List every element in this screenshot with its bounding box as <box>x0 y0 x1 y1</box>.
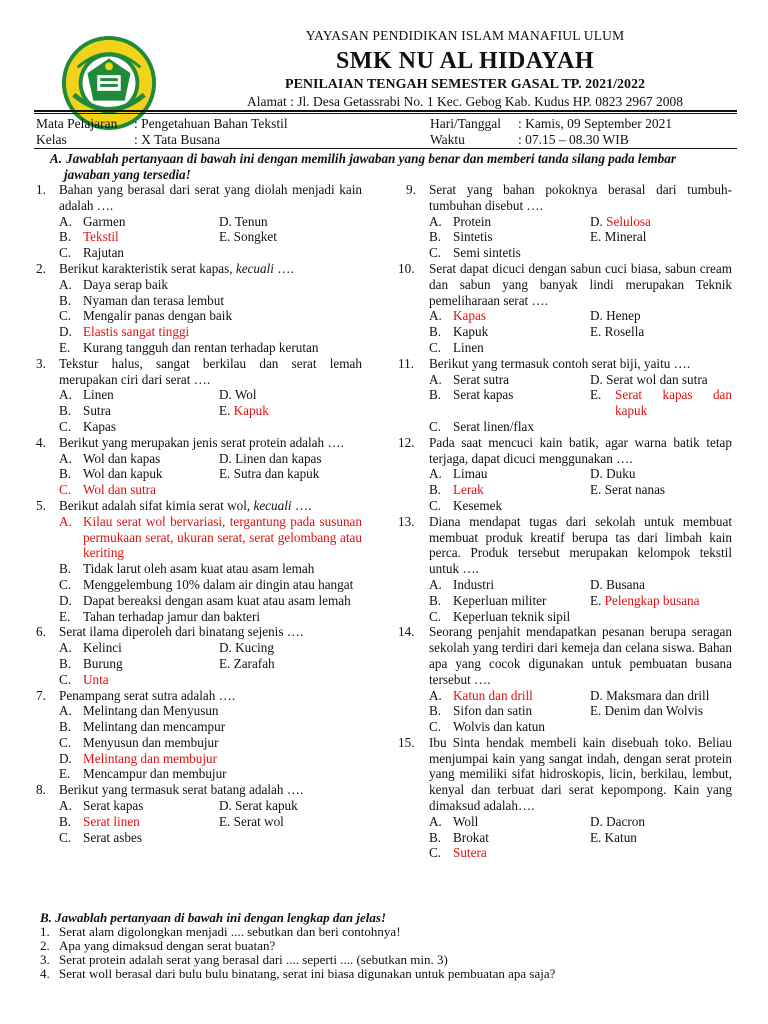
options-2 <box>36 277 362 356</box>
essay-number: 1. <box>40 924 50 939</box>
option-key: E. <box>59 608 71 624</box>
option-a-answer[interactable]: Kapas <box>453 308 486 324</box>
question-number: 10. <box>398 260 415 276</box>
option-e[interactable]: E. Denim dan Wolvis <box>590 703 703 719</box>
option-c-answer[interactable]: Unta <box>83 671 109 687</box>
option-text: Dapat bereaksi dengan asam kuat atau asam lemah <box>83 592 351 608</box>
options-3 <box>36 387 362 434</box>
option-key: B. <box>59 719 72 735</box>
option-key: C. <box>59 308 72 324</box>
option-key: B. <box>429 703 442 719</box>
question-text: Berikut karakteristik serat kapas, <box>59 260 236 276</box>
option-e[interactable]: E. Zarafah <box>219 655 275 671</box>
option-c[interactable]: Wolvis dan katun <box>453 719 545 735</box>
essay-question-2 <box>36 939 736 953</box>
essay-number: 4. <box>40 966 50 981</box>
option-e-answer[interactable] <box>453 387 732 419</box>
option-a[interactable]: Wol dan kapas <box>83 450 161 466</box>
option-c[interactable]: Rajutan <box>83 245 125 261</box>
option-key: A. <box>429 213 442 229</box>
question-text: Penampang serat sutra adalah …. <box>59 687 236 703</box>
question-text: Diana mendapat tugas dari sekolah untuk membuat membuat produk kreatif berupa tas dari limbah kain perca. Produk tersebut merupakan kelompok tekstil untuk …. <box>429 513 732 577</box>
option-d-answer[interactable]: Selulosa <box>606 213 651 229</box>
class-value: : X Tata Busana <box>134 132 221 147</box>
option-key: A. <box>59 513 72 529</box>
option-c[interactable] <box>36 577 362 593</box>
option-key: B. <box>429 229 442 245</box>
essay-question-3 <box>36 953 736 967</box>
option-key: A. <box>59 703 72 719</box>
option-a[interactable]: Melintang dan Menyusun <box>83 703 219 719</box>
options-6 <box>36 640 362 687</box>
date-value: : Kamis, 09 September 2021 <box>518 116 673 131</box>
option-text: Kilau serat wol bervariasi, tergantung pada susunan permukaan serat, ukuran serat, serat gelombang atau keriting <box>83 513 362 561</box>
option-key: E. <box>59 339 71 355</box>
option-d[interactable]: D. Kucing <box>219 640 274 656</box>
option-key: A. <box>429 687 442 703</box>
option-key: C. <box>429 339 442 355</box>
question-4 <box>36 435 362 451</box>
question-number: 4. <box>36 434 46 450</box>
option-b[interactable] <box>36 561 362 577</box>
option-key: C. <box>429 245 442 261</box>
option-a[interactable]: Daya serap baik <box>83 276 168 292</box>
class-label: Kelas <box>36 132 67 147</box>
option-key: B. <box>59 813 72 829</box>
option-key: A. <box>429 308 442 324</box>
option-c[interactable]: Serat linen/flax <box>453 418 534 434</box>
option-d[interactable] <box>36 593 362 609</box>
question-number: 14. <box>398 624 415 640</box>
option-c[interactable]: Semi sintetis <box>453 245 521 261</box>
exam-title: PENILAIAN TENGAH SEMESTER GASAL TP. 2021/2022 <box>285 77 645 92</box>
option-key: B. <box>59 561 72 577</box>
question-text: Seorang penjahit mendapatkan pesanan berupa seragan sekolah yang terdiri dari kemeja dan celana siswa. Bahan apa yang cocok digunakan untuk pembuatan busana tersebut …. <box>429 624 732 687</box>
option-key: D. <box>59 324 72 340</box>
option-e[interactable]: E. Katun <box>590 829 637 845</box>
questions-left-column <box>36 182 362 845</box>
option-b[interactable]: Brokat <box>453 829 489 845</box>
options-10 <box>406 308 732 355</box>
question-14 <box>398 624 732 687</box>
question-text: Berikut yang merupakan jenis serat protein adalah …. <box>59 434 344 450</box>
options-4 <box>36 451 362 498</box>
question-number: 8. <box>36 782 46 798</box>
option-e[interactable] <box>590 593 700 609</box>
option-b[interactable]: Nyaman dan terasa lembut <box>83 292 224 308</box>
section-a-instructions <box>36 151 736 183</box>
question-2 <box>36 261 362 277</box>
option-c[interactable]: Linen <box>453 339 484 355</box>
question-number: 7. <box>36 687 46 703</box>
foundation-name: YAYASAN PENDIDIKAN ISLAM MANAFIUL ULUM <box>305 28 625 43</box>
question-text: Pada saat mencuci kain batik, agar warna batik tetap terjaga, dapat dicuci menggunakan …. <box>429 434 732 466</box>
question-text: Serat yang bahan pokoknya berasal dari tumbuh-tumbuhan disebut …. <box>429 182 732 213</box>
option-b[interactable]: Kapuk <box>453 324 489 340</box>
option-b[interactable]: Sintetis <box>453 229 493 245</box>
option-c[interactable]: Serat asbes <box>83 829 142 845</box>
question-number: 1. <box>36 182 46 197</box>
option-key: C. <box>429 608 442 624</box>
question-text: Berikut yang termasuk contoh serat biji, yaitu …. <box>429 355 691 371</box>
option-key: B. <box>429 592 442 608</box>
subject-value: : Pengetahuan Bahan Tekstil <box>134 116 288 131</box>
option-b[interactable]: Sutra <box>83 403 111 419</box>
options-14 <box>406 688 732 735</box>
subject-label: Mata Pelajaran <box>36 116 118 131</box>
option-b[interactable]: Wol dan kapuk <box>83 466 163 482</box>
time-label: Waktu <box>430 132 465 147</box>
options-7 <box>36 703 362 782</box>
option-key: B. <box>429 482 442 498</box>
question-5 <box>36 498 362 514</box>
option-b[interactable]: Serat kapas <box>453 387 514 403</box>
question-text-end: …. <box>273 260 294 276</box>
option-key: C. <box>59 482 72 498</box>
option-c-answer[interactable]: Sutera <box>453 845 487 861</box>
option-key: B. <box>59 403 72 419</box>
question-text-emphasis: kecuali <box>235 260 274 276</box>
option-key: D. <box>59 592 72 608</box>
school-name: SMK NU AL HIDAYAH <box>335 48 595 74</box>
option-key: C. <box>429 497 442 513</box>
option-e[interactable]: E. Sutra dan kapuk <box>219 466 320 482</box>
option-b[interactable]: Keperluan militer <box>453 592 547 608</box>
options-9 <box>406 214 732 261</box>
info-rule <box>34 148 737 149</box>
option-a[interactable]: Serat sutra <box>453 371 510 387</box>
option-key: D. <box>59 750 72 766</box>
option-key: A. <box>59 640 72 656</box>
option-key: A. <box>429 813 442 829</box>
time-info <box>430 132 629 148</box>
options-11 <box>406 372 732 435</box>
option-b-answer[interactable]: Serat linen <box>83 813 140 829</box>
option-b-answer[interactable]: Tekstil <box>83 229 119 245</box>
option-text: Tidak larut oleh asam kuat atau asam lemah <box>83 561 315 577</box>
option-a-answer[interactable] <box>36 514 362 561</box>
option-text: Tahan terhadap jamur dan bakteri <box>83 608 261 624</box>
option-e[interactable]: E. Rosella <box>590 324 645 340</box>
option-d[interactable]: D. Linen dan kapas <box>219 450 322 466</box>
option-c[interactable]: Mengalir panas dengan baik <box>83 308 233 324</box>
option-key: C. <box>59 245 72 261</box>
option-d-answer[interactable]: Melintang dan membujur <box>83 750 218 766</box>
option-key: A. <box>59 798 72 814</box>
option-c[interactable]: Kesemek <box>453 497 503 513</box>
question-text: Ibu Sinta hendak membeli kain disebuah toko. Beliau menjumpai kain yang sangat indah, dengan serat protein yang memiliki sifat hidroskopis, licin, berkilau, lembut, kenyal dan terbuat dari serat kepompong. Kain yang dimaksud adalah…. <box>429 734 732 814</box>
option-c[interactable]: Keperluan teknik sipil <box>453 608 571 624</box>
option-a[interactable]: Limau <box>453 466 488 482</box>
option-key: B. <box>59 229 72 245</box>
option-e[interactable]: E. Songket <box>219 229 277 245</box>
header-rule-thin <box>34 113 737 114</box>
question-1 <box>36 182 362 214</box>
option-e-answer[interactable]: Pelengkap busana <box>604 592 700 608</box>
option-b[interactable]: Melintang dan mencampur <box>83 719 226 735</box>
question-text: Serat dapat dicuci dengan sabun cuci biasa, sabun cream dan sabun yang banyak lindi merupakan Teknik pemeliharaan serat …. <box>429 260 732 308</box>
section-b-title: B. Jawablah pertanyaan di bawah ini dengan lengkap dan jelas! <box>40 910 387 925</box>
section-a-line1: Jawablah pertanyaan di bawah ini dengan memilih jawaban yang benar dan memberi tanda silang pada lembar <box>66 151 677 166</box>
option-key: A. <box>429 371 442 387</box>
option-key: B. <box>429 829 442 845</box>
essay-number: 3. <box>40 952 50 967</box>
option-key: B. <box>429 324 442 340</box>
option-key: B. <box>59 292 72 308</box>
essay-number: 2. <box>40 938 50 953</box>
essay-text: Serat woll berasal dari bulu bulu binatang, serat ini biasa digunakan untuk pembuatan apa saja? <box>59 966 556 981</box>
section-a-letter: A. <box>49 151 62 166</box>
question-12 <box>398 434 732 467</box>
header-rule-thick <box>34 110 737 112</box>
question-6 <box>36 624 362 640</box>
option-key: C. <box>429 418 442 434</box>
question-number: 2. <box>36 260 46 276</box>
question-8 <box>36 782 362 798</box>
question-number: 6. <box>36 624 46 640</box>
option-d[interactable]: D. Tenun <box>219 213 268 229</box>
option-e[interactable]: Kurang tangguh dan rentan terhadap kerutan <box>83 339 319 355</box>
question-text-emphasis: kecuali <box>253 497 292 513</box>
question-number: 15. <box>398 734 415 750</box>
question-7 <box>36 688 362 704</box>
option-b[interactable]: Sifon dan satin <box>453 703 533 719</box>
essay-question-1 <box>36 925 736 939</box>
essay-text: Serat protein adalah serat yang berasal dari .... seperti .... (sebutkan min. 3) <box>59 952 448 967</box>
option-key: B. <box>59 466 72 482</box>
option-a[interactable]: Kelinci <box>83 640 122 656</box>
option-d[interactable]: D. Dacron <box>590 813 645 829</box>
option-b-answer[interactable]: Lerak <box>453 482 484 498</box>
question-9 <box>406 182 732 214</box>
option-key: B. <box>429 387 442 403</box>
option-key: C. <box>429 719 442 735</box>
option-a-answer[interactable]: Katun dan drill <box>453 687 533 703</box>
option-key: C. <box>59 734 72 750</box>
option-a[interactable]: Serat kapas <box>83 798 144 814</box>
letterhead <box>0 28 768 110</box>
time-value: : 07.15 – 08.30 WIB <box>518 132 629 147</box>
section-b <box>36 911 736 981</box>
option-e[interactable]: E. Serat wol <box>219 813 284 829</box>
options-12 <box>406 466 732 513</box>
subject-info <box>36 116 288 132</box>
option-d-answer[interactable]: Elastis sangat tinggi <box>83 324 190 340</box>
question-text: Berikut adalah sifat kimia serat wol, <box>59 497 254 513</box>
question-11 <box>398 355 732 372</box>
option-d[interactable]: D. Serat wol dan sutra <box>590 371 708 387</box>
option-key: C. <box>429 845 442 861</box>
options-1 <box>36 214 362 261</box>
question-number: 11. <box>398 355 414 371</box>
question-text: Berikut yang termasuk serat batang adalah …. <box>59 782 304 798</box>
question-number: 13. <box>398 513 415 529</box>
questions-right-column <box>398 182 732 861</box>
school-address: Alamat : Jl. Desa Getassrabi No. 1 Kec. Gebog Kab. Kudus HP. 0823 2967 2008 <box>246 94 684 109</box>
option-key: C. <box>59 418 72 434</box>
option-key: E. <box>219 403 231 419</box>
option-a[interactable]: Woll <box>453 813 479 829</box>
option-e[interactable]: E. Serat nanas <box>590 482 666 498</box>
options-8 <box>36 798 362 845</box>
option-key: A. <box>429 466 442 482</box>
question-number: 12. <box>398 434 415 450</box>
option-c[interactable]: Menyusun dan membujur <box>83 734 219 750</box>
option-key: A. <box>429 576 442 592</box>
class-info <box>36 132 220 148</box>
question-3 <box>36 356 362 388</box>
option-a[interactable]: Industri <box>453 576 495 592</box>
option-d[interactable] <box>590 214 651 230</box>
option-e[interactable]: Mencampur dan membujur <box>83 766 227 782</box>
option-d[interactable]: D. Maksmara dan drill <box>590 687 710 703</box>
option-key: C. <box>59 829 72 845</box>
option-a[interactable]: Garmen <box>83 213 126 229</box>
option-d[interactable]: D. Duku <box>590 466 636 482</box>
option-e[interactable] <box>36 609 362 625</box>
question-10 <box>398 260 732 308</box>
question-text-end: …. <box>291 497 312 513</box>
date-info <box>430 116 672 132</box>
section-a-line2: jawaban yang tersedia! <box>64 167 191 182</box>
option-text: Serat kapas dan kapuk <box>615 387 732 419</box>
option-key: E. <box>590 592 602 608</box>
option-text: Menggelembung 10% dalam air dingin atau hangat <box>83 576 354 592</box>
question-number: 5. <box>36 497 46 513</box>
essay-text: Serat alam digolongkan menjadi .... sebutkan dan beri contohnya! <box>59 924 401 939</box>
question-text: Serat ilama diperoleh dari binatang sejenis …. <box>59 624 304 640</box>
option-key: C. <box>59 671 72 687</box>
option-key: A. <box>59 387 72 403</box>
option-key: B. <box>59 655 72 671</box>
question-text: Bahan yang berasal dari serat yang diolah menjadi kain adalah …. <box>59 182 362 213</box>
option-a[interactable]: Protein <box>453 213 492 229</box>
option-d[interactable]: D. Henep <box>590 308 641 324</box>
option-e[interactable] <box>219 403 269 419</box>
option-key: E. <box>590 387 602 403</box>
options-5 <box>36 514 362 625</box>
question-15 <box>398 734 732 814</box>
option-c[interactable]: Kapas <box>83 418 116 434</box>
option-key: C. <box>59 576 72 592</box>
option-key: A. <box>59 450 72 466</box>
option-key: A. <box>59 213 72 229</box>
option-a[interactable]: Linen <box>83 387 114 403</box>
question-13 <box>398 513 732 577</box>
essay-text: Apa yang dimaksud dengan serat buatan? <box>59 938 276 953</box>
option-c-answer[interactable]: Wol dan sutra <box>83 482 156 498</box>
option-d[interactable]: D. Busana <box>590 576 645 592</box>
option-key: D. <box>590 213 603 229</box>
options-15 <box>406 814 732 861</box>
option-key: A. <box>59 276 72 292</box>
options-13 <box>406 577 732 624</box>
option-e[interactable]: E. Mineral <box>590 229 647 245</box>
essay-question-4 <box>36 967 736 981</box>
option-e-answer[interactable]: Kapuk <box>233 403 269 419</box>
date-label: Hari/Tanggal <box>430 116 502 131</box>
option-d[interactable]: D. Serat kapuk <box>219 798 298 814</box>
question-text: Tekstur halus, sangat berkilau dan serat lemah merupakan ciri dari serat …. <box>59 355 362 387</box>
option-key: E. <box>59 766 71 782</box>
question-number: 9. <box>406 182 416 197</box>
option-d[interactable]: D. Wol <box>219 387 257 403</box>
question-number: 3. <box>36 355 46 371</box>
option-b[interactable]: Burung <box>83 655 123 671</box>
